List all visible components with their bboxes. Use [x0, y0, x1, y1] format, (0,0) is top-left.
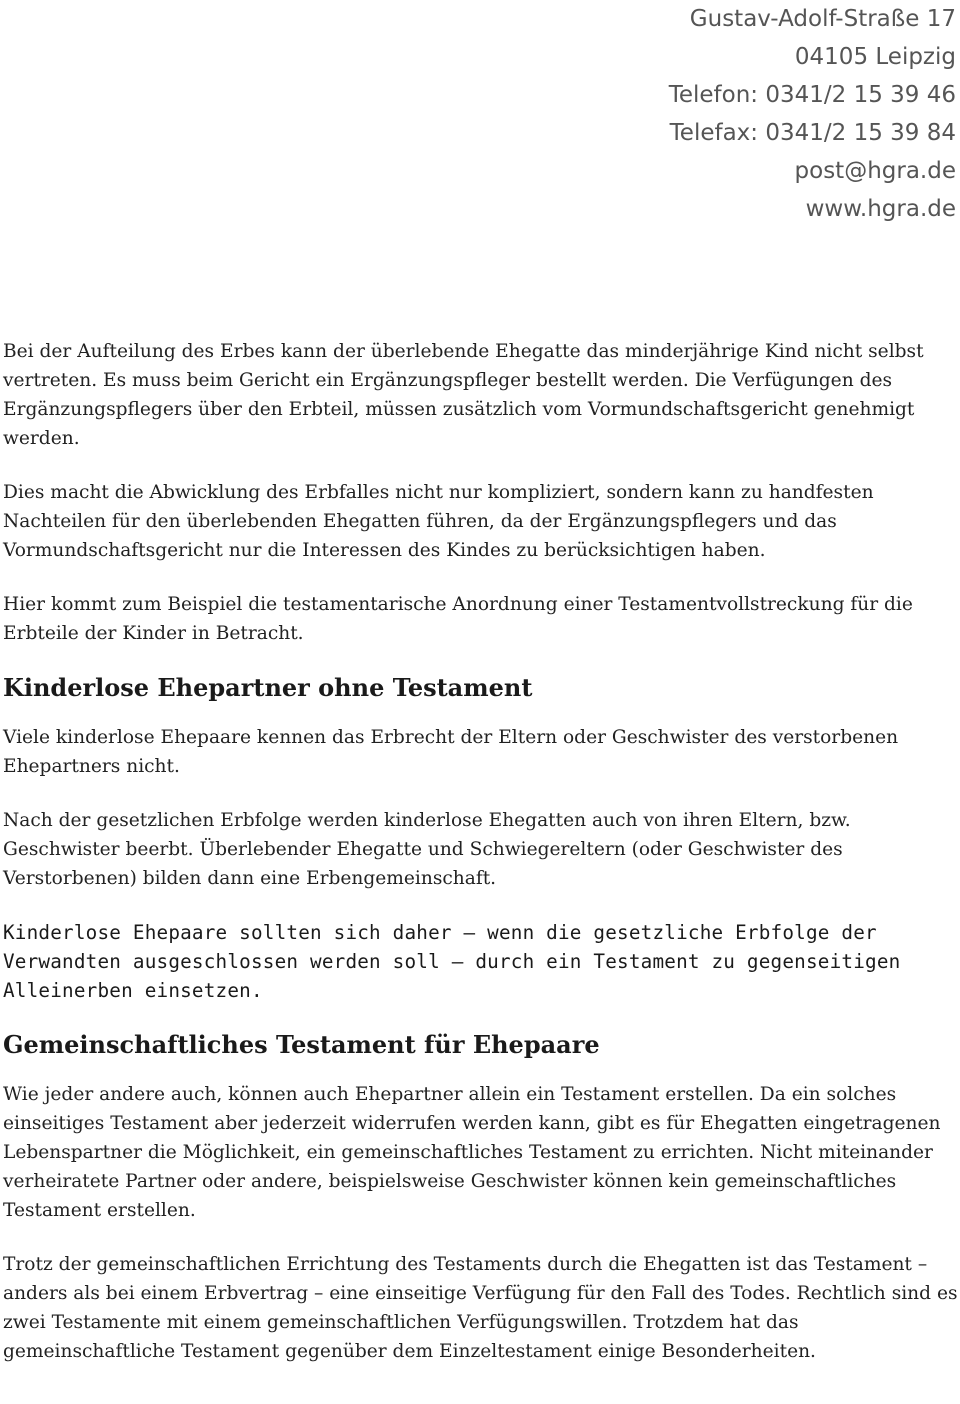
letterhead-email: post@hgra.de — [794, 158, 956, 184]
letterhead-website: www.hgra.de — [805, 196, 956, 222]
paragraph-mutual-heirs: Kinderlose Ehepaare sollten sich daher – wenn die gesetzliche Erbfolge der Verwandten ausgeschlossen werden soll – durch ein Testament zu gegenseitigen Alleinerben einsetzen. — [3, 921, 901, 1002]
paragraph-legal-succession: Nach der gesetzlichen Erbfolge werden kinderlose Ehegatten auch von ihren Eltern, bzw. Geschwister beerbt. Überlebender Ehegatte und Schwiegereltern (oder Geschwister des Verstorbenen) bilden dann eine Erbengemeinschaft. — [3, 810, 851, 889]
letterhead-city: 04105 Leipzig — [794, 44, 956, 70]
letterhead-phone: Telefon: 0341/2 15 39 46 — [668, 82, 956, 108]
paragraph-disadvantages: Dies macht die Abwicklung des Erbfalles nicht nur kompliziert, sondern kann zu handfesten Nachteilen für den überlebenden Ehegatten führen, da der Ergänzungspflegers und das Vormundschaftsgericht nur die Interessen des Kindes zu berücksichtigen haben. — [3, 482, 874, 561]
paragraph-joint-testament-details: Trotz der gemeinschaftlichen Errichtung des Testaments durch die Ehegatten ist das Testament – anders als bei einem Erbvertrag – eine einseitige Verfügung für den Fall des Todes. Rechtlich sind es zwei Testamente mit einem gemeinschaftlichen Verfügungswillen. Trotzdem hat das gemeinschaftliche Testament gegenüber dem Einzeltestament einige Besonderheiten. — [3, 1254, 958, 1362]
letterhead-fax: Telefax: 0341/2 15 39 84 — [669, 120, 956, 146]
paragraph-childless-heirs: Viele kinderlose Ehepaare kennen das Erbrecht der Eltern oder Geschwister des verstorbenen Ehepartners nicht. — [3, 727, 899, 777]
heading-joint-testament: Gemeinschaftliches Testament für Ehepaare — [3, 1030, 600, 1059]
letterhead — [669, 0, 956, 228]
paragraph-executor: Hier kommt zum Beispiel die testamentarische Anordnung einer Testamentvollstreckung für die Erbteile der Kinder in Betracht. — [3, 594, 913, 644]
paragraph-guardian: Bei der Aufteilung des Erbes kann der überlebende Ehegatte das minderjährige Kind nicht selbst vertreten. Es muss beim Gericht ein Ergänzungspfleger bestellt werden. Die Verfügungen des Ergänzungspflegers über den Erbteil, müssen zusätzlich vom Vormundschaftsgericht genehmigt werden. — [3, 341, 924, 449]
paragraph-joint-testament: Wie jeder andere auch, können auch Ehepartner allein ein Testament erstellen. Da ein solches einseitiges Testament aber jederzeit widerrufen werden kann, gibt es für Ehegatten eingetragenen Lebenspartner die Möglichkeit, ein gemeinschaftliches Testament zu errichten. Nicht miteinander verheiratete Partner oder andere, beispielsweise Geschwister können kein gemeinschaftliches Testament erstellen. — [3, 1084, 941, 1221]
heading-childless-no-testament: Kinderlose Ehepartner ohne Testament — [3, 673, 533, 702]
document-body — [3, 337, 958, 1366]
letterhead-street: Gustav-Adolf-Straße 17 — [689, 6, 956, 32]
